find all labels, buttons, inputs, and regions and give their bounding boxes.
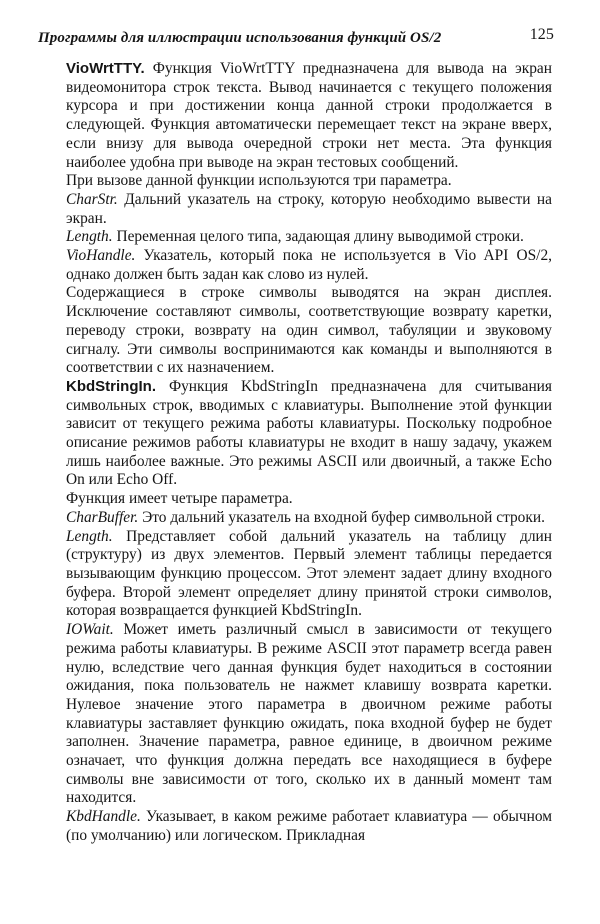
paragraph-lead: IOWait. (66, 621, 114, 639)
paragraph-text: Это дальний указатель на входной буфер символьной строки. (138, 508, 545, 526)
paragraph (66, 528, 552, 622)
paragraph (66, 172, 552, 191)
paragraph-text: Представляет собой дальний указатель на таблицу длин (структуру) из двух элементов. Первый элемент таблицы передается вызывающим функцию процессом. Этот элемент задает длину входного буфера. Второй элемент определяет длину принятой строки символов, которая возвращается функцией KbdStringIn. (66, 527, 552, 620)
paragraph (66, 284, 552, 378)
paragraph-text: При вызове данной функции используются три параметра. (66, 172, 452, 190)
header-title: Программы для иллюстрации использования функций OS/2 (38, 30, 442, 46)
paragraph (66, 378, 552, 490)
paragraph-lead: KbdStringIn. (66, 377, 156, 395)
paragraph-text: Функция KbdStringIn предназначена для считывания символьных строк, вводимых с клавиатуры. Выполнение этой функции зависит от текущего режима работы клавиатуры. Поскольку подробное описание режимов работы клавиатуры не входит в нашу задачу, укажем лишь наиболее важные. Это режимы ASCII или двоичный, а также Echo On или Echo Off. (66, 377, 552, 489)
page-number: 125 (529, 26, 554, 43)
paragraph-lead: Length. (66, 527, 113, 545)
paragraph-text: Может иметь различный смысл в зависимости от текущего режима работы клавиатуры. В режиме ASCII этот параметр всегда равен нулю, вследствие чего данная функция будет находиться в состоянии ожидания, пока пользователь не нажмет клавишу возврата каретки. Нулевое значение этого параметра в двоичном режиме работы клавиатуры заставляет функцию ожидать, пока входной буфер не будет заполнен. Значение параметра, равное единице, в двоичном режиме означает, что функция должна передать все находящиеся в буфере символы вне зависимости от того, сколько их в данный момент там находится. (66, 621, 552, 807)
paragraph (66, 808, 552, 845)
paragraph-text: Переменная целого типа, задающая длину выводимой строки. (112, 228, 524, 246)
paragraph (66, 60, 552, 172)
paragraph-text: Дальний указатель на строку, которую необходимо вывести на экран. (66, 190, 552, 227)
paragraph-lead: CharBuffer. (66, 508, 139, 526)
paragraph (66, 228, 552, 247)
paragraph-lead: CharStr. (66, 190, 118, 208)
paragraph (66, 247, 552, 284)
paragraph (66, 509, 552, 528)
paragraph (66, 191, 552, 228)
body-text (66, 60, 552, 846)
paragraph-lead: KbdHandle. (66, 808, 141, 826)
paragraph-text: Функция VioWrtTTY предназначена для вывода на экран видеомонитора строк текста. Вывод начинается с текущего положения курсора и при достижении конца данной строки продолжается в следующей. Функция автоматически перемещает текст на экране вверх, если внизу для вывода очередной строки нет места. Эта функция наиболее удобна при выводе на экран тестовых сообщений. (66, 60, 552, 171)
paragraph-text: Функция имеет четыре параметра. (66, 490, 293, 508)
paragraph-lead: VioHandle. (66, 247, 136, 265)
paragraph-text: Содержащиеся в строке символы выводятся на экран дисплея. Исключение составляют символы, соответствующие возврату каретки, переводу строки, возврату на один символ, табуляции и звуковому сигналу. Эти символы воспринимаются как команды и выполняются в соответствии с их назначением. (66, 284, 552, 377)
running-header (38, 26, 554, 48)
paragraph-text: Указатель, который пока не используется в Vio API OS/2, однако должен быть задан как слово из нулей. (66, 247, 552, 283)
paragraph (66, 621, 552, 808)
paragraph-text: Указывает, в каком режиме работает клавиатура — обычном (по умолчанию) или логическом. Прикладная (66, 808, 552, 844)
paragraph (66, 490, 552, 509)
paragraph-lead: VioWrtTTY. (66, 60, 145, 77)
paragraph-lead: Length. (66, 228, 113, 246)
